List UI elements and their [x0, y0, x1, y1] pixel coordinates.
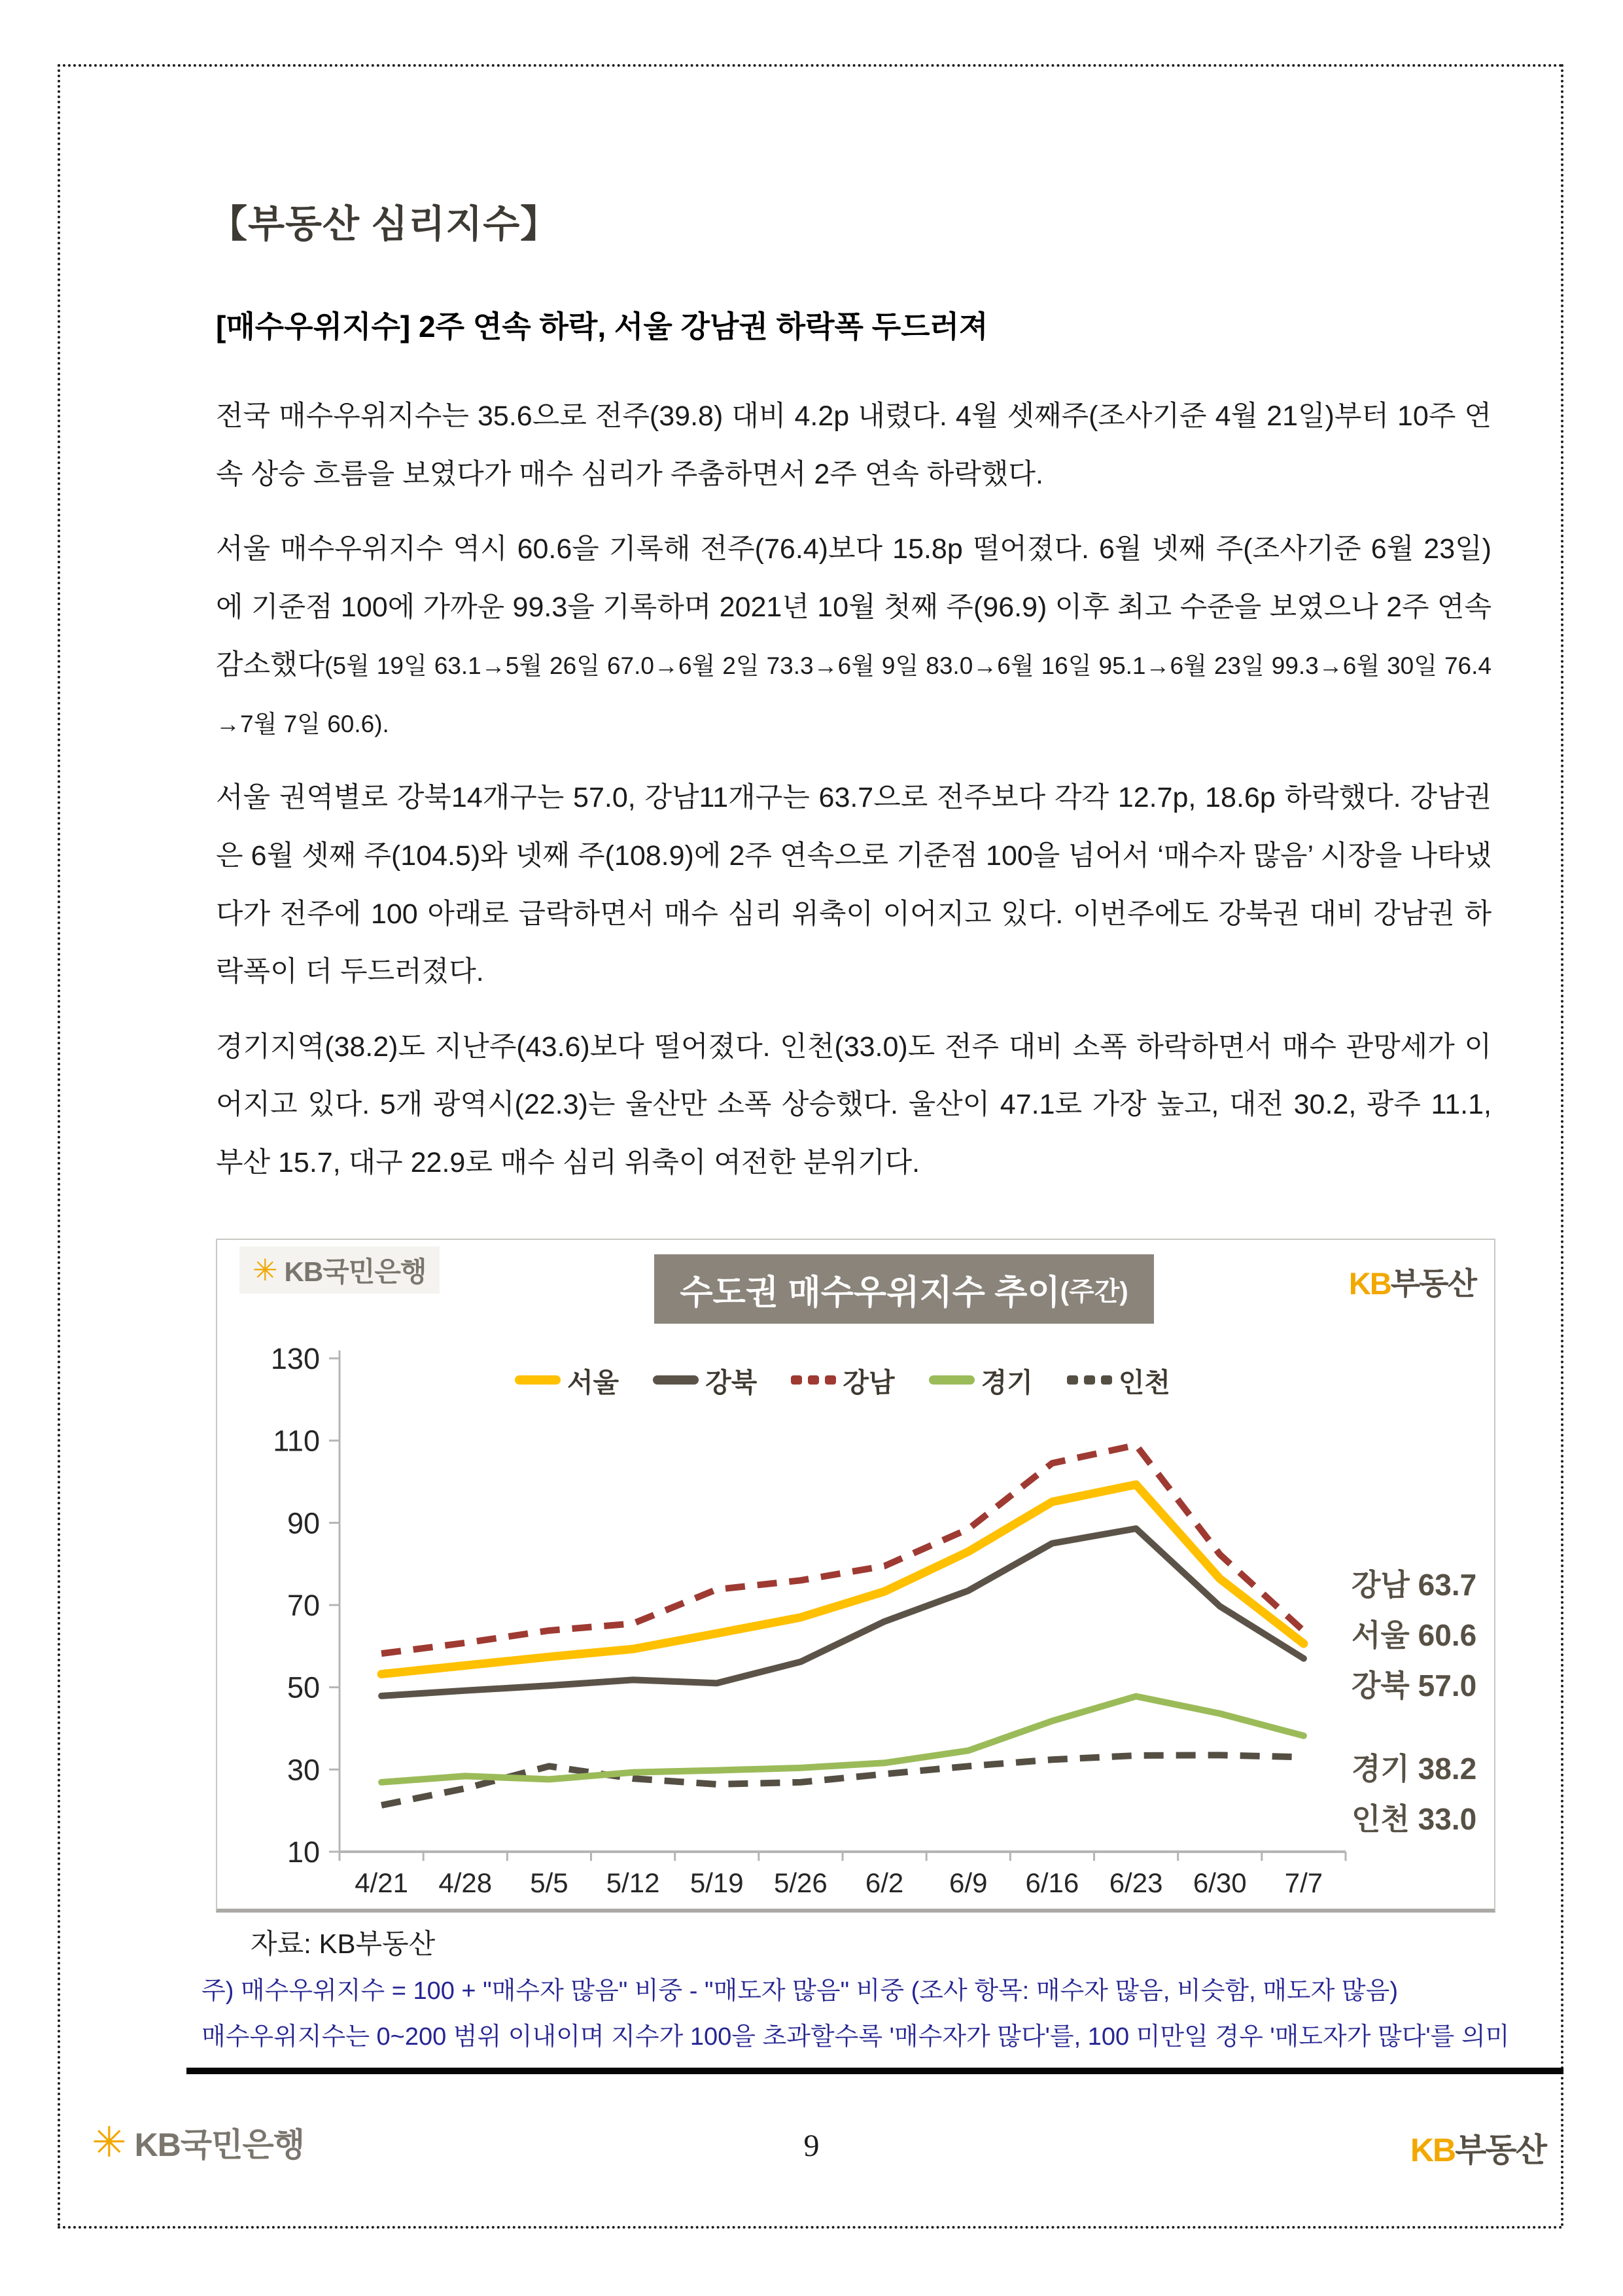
legend-item-서울: [515, 1361, 619, 1400]
x-tick-label: 5/5: [530, 1867, 568, 1898]
series-end-label-강남: 강남 63.7: [1352, 1568, 1477, 1602]
legend-label: 경기: [981, 1367, 1033, 1398]
y-tick-label: 30: [287, 1753, 320, 1787]
series-line-경기: [381, 1696, 1304, 1782]
chart-title-suffix: (주간): [1060, 1277, 1128, 1306]
series-line-서울: [381, 1485, 1304, 1674]
body-paragraph: 전국 매수우위지수는 35.6으로 전주(39.8) 대비 4.2p 내렸다. 4월 셋째주(조사기준 4월 21일)부터 10주 연속 상승 흐름을 보였다가 매수 심리가 주춤하면서 2주 연속 하락했다.: [216, 400, 1492, 490]
legend-label: 강북: [705, 1367, 758, 1398]
chart-legend: [340, 1363, 1346, 1397]
chart-title: 수도권 매수우위지수 추이: [680, 1273, 1060, 1312]
chart-title-box: [654, 1254, 1154, 1324]
kb-bank-logo-text: KB국민은행: [284, 1256, 427, 1287]
y-tick-label: 50: [287, 1670, 320, 1704]
footnotes: [201, 1968, 1562, 2060]
legend-swatch-강남: [791, 1375, 836, 1385]
x-tick-label: 6/23: [1109, 1867, 1163, 1898]
x-tick-label: 4/21: [355, 1867, 408, 1898]
series-line-강남: [381, 1445, 1304, 1654]
legend-label: 강남: [843, 1367, 895, 1398]
line-chart: [217, 1240, 1494, 1909]
kb-star-icon: ✳: [92, 2119, 127, 2166]
x-tick-label: 6/9: [949, 1867, 988, 1898]
x-tick-label: 5/26: [774, 1867, 828, 1898]
x-tick-label: 6/30: [1193, 1867, 1247, 1898]
x-tick-label: 5/19: [689, 1867, 744, 1898]
legend-swatch-강북: [653, 1375, 699, 1385]
legend-item-강남: [791, 1361, 894, 1400]
series-line-강북: [381, 1528, 1304, 1696]
legend-item-경기: [929, 1361, 1033, 1400]
legend-label: 서울: [567, 1367, 620, 1398]
series-end-label-경기: 경기 38.2: [1352, 1752, 1477, 1786]
footnote-line: 주) 매수우위지수 = 100 + "매수자 많음" 비중 - "매도자 많음" 비중 (조사 항목: 매수자 많음, 비슷함, 매도자 많음): [201, 1977, 1398, 2005]
x-tick-label: 6/2: [865, 1867, 904, 1898]
legend-swatch-인천: [1067, 1375, 1112, 1385]
footer-kb-bank-logo-text: KB국민은행: [134, 2127, 305, 2163]
body-paragraph: 서울 권역별로 강북14개구는 57.0, 강남11개구는 63.7으로 전주보다 각각 12.7p, 18.6p 하락했다. 강남권은 6월 셋째 주(104.5)와 넷째 주(108.9)에 2주 연속으로 기준점 100을 넘어서 ‘매수자 많음’ 시장을 나타냈다가 전주에 100 아래로 급락하면서 매수 심리 위축이 이어지고 있다. 이번주에도 강북권 대비 강남권 하락폭이 더 두드러졌다.: [216, 782, 1492, 988]
footer-kb-realestate-name: 부동산: [1455, 2132, 1546, 2168]
kb-star-icon: ✳: [253, 1253, 278, 1287]
chart-source: 자료: KB부동산: [251, 1928, 436, 1959]
footer-kb-realestate-kb: KB: [1410, 2132, 1456, 2168]
series-end-label-서울: 서울 60.6: [1352, 1618, 1477, 1652]
chart-panel: [216, 1239, 1495, 1913]
x-tick-label: 4/28: [438, 1867, 493, 1898]
series-end-label-인천: 인천 33.0: [1352, 1802, 1477, 1836]
legend-item-강북: [653, 1361, 757, 1400]
legend-label: 인천: [1118, 1367, 1171, 1398]
section-headline: [매수우위지수] 2주 연속 하락, 서울 강남권 하락폭 두드러져: [216, 309, 988, 344]
x-tick-label: 7/7: [1284, 1867, 1323, 1898]
kb-bank-logo: [239, 1246, 440, 1294]
legend-item-인천: [1067, 1361, 1170, 1400]
y-tick-label: 130: [270, 1342, 320, 1375]
page-number: 9: [803, 2128, 820, 2163]
footer-divider: [186, 2068, 1563, 2074]
legend-swatch-서울: [515, 1375, 561, 1385]
x-tick-label: 5/12: [606, 1867, 660, 1898]
y-tick-label: 110: [273, 1424, 320, 1458]
page-title: 【부동산 심리지수】: [209, 203, 559, 245]
body-paragraph: 서울 매수우위지수 역시 60.6을 기록해 전주(76.4)보다 15.8p 떨어졌다. 6월 넷째 주(조사기준 6월 23일)에 기준점 100에 가까운 99.3을 기록하며 2021년 10월 첫째 주(96.9) 이후 최고 수준을 보였으나 2주 연속 감소했다(5월 19일 63.1→5월 26일 67.0→6월 2일 73.3→6월 9일 83.0→6월 16일 95.1→6월 23일 99.3→6월 30일 76.4→7월 7일 60.6).: [216, 533, 1492, 737]
series-end-label-강북: 강북 57.0: [1352, 1669, 1477, 1703]
footer-kb-realestate-logo: [1410, 2124, 1546, 2171]
body-text: [216, 387, 1492, 1209]
footnote-line: 매수우위지수는 0~200 범위 이내이며 지수가 100을 초과할수록 '매수자가 많다'를, 100 미만일 경우 '매도자가 많다'를 의미: [201, 2023, 1510, 2051]
body-paragraph: 경기지역(38.2)도 지난주(43.6)보다 떨어졌다. 인천(33.0)도 전주 대비 소폭 하락하면서 매수 관망세가 이어지고 있다. 5개 광역시(22.3)는 울산만 소폭 상승했다. 울산이 47.1로 가장 높고, 대전 30.2, 광주 11.1, 부산 15.7, 대구 22.9로 매수 심리 위축이 여전한 분위기다.: [216, 1031, 1492, 1178]
x-tick-label: 6/16: [1025, 1867, 1079, 1898]
kb-realestate-logo-kb: KB: [1348, 1266, 1391, 1301]
kb-realestate-logo-name: 부동산: [1390, 1266, 1476, 1301]
y-tick-label: 70: [287, 1589, 320, 1622]
legend-swatch-경기: [929, 1375, 975, 1385]
y-tick-label: 10: [287, 1835, 320, 1869]
y-tick-label: 90: [287, 1506, 320, 1540]
kb-realestate-logo: [1349, 1260, 1476, 1303]
